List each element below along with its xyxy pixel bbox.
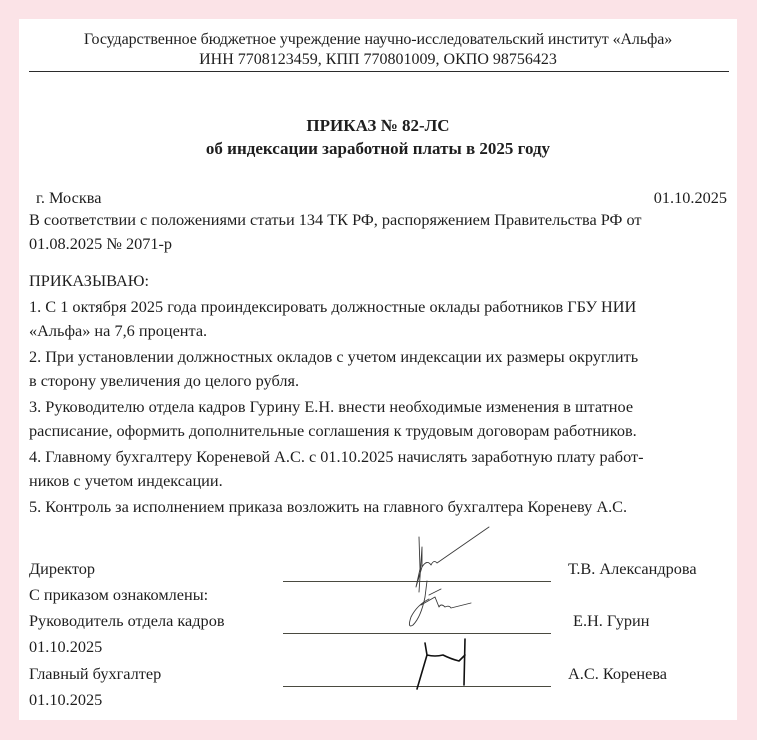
order-item-line: ников с учетом индексации.	[29, 470, 223, 490]
organization-requisites: ИНН 7708123459, КПП 770801009, ОКПО 98756423	[199, 51, 557, 68]
order-item-line: 1. С 1 октября 2025 года проиндексировать должностные оклады работников ГБУ НИИ	[29, 297, 637, 316]
order-item-3	[29, 395, 729, 442]
order-item-line: «Альфа» на 7,6 процента.	[29, 320, 208, 340]
director-name: Т.В. Александрова	[568, 559, 697, 578]
header-divider	[29, 71, 729, 72]
chief-accountant-signature-icon	[417, 639, 465, 689]
document-date: 01.10.2025	[653, 188, 727, 207]
legal-basis-line: 01.08.2025 № 2071-р	[29, 234, 173, 253]
order-item-line: 5. Контроль за исполнением приказа возложить на главного бухгалтера Кореневу А.С.	[29, 497, 628, 516]
legal-basis-line: В соответствии с положениями статьи 134 ТК РФ, распоряжением Правительства РФ от	[29, 210, 642, 229]
document-title: ПРИКАЗ № 82-ЛС	[306, 116, 450, 135]
hr-head-name: Е.Н. Гурин	[573, 611, 650, 630]
chief-accountant-label: Главный бухгалтер	[29, 664, 162, 683]
order-item-line: в сторону увеличения до целого рубля.	[29, 370, 300, 390]
document-city: г. Москва	[36, 188, 102, 207]
order-document	[19, 19, 737, 720]
handwritten-signatures	[389, 507, 509, 697]
order-item-5	[29, 495, 729, 519]
legal-basis	[29, 208, 729, 256]
hr-head-signature-icon	[409, 581, 471, 626]
hr-head-label: Руководитель отдела кадров	[29, 611, 225, 630]
chief-accountant-name: А.С. Коренева	[568, 664, 668, 683]
hr-head-date: 01.10.2025	[29, 637, 103, 656]
order-item-2	[29, 345, 729, 392]
order-items	[29, 295, 729, 522]
acquainted-label: С приказом ознакомлены:	[29, 585, 209, 604]
orders-heading: ПРИКАЗЫВАЮ:	[29, 271, 149, 290]
order-item-4	[29, 445, 729, 492]
document-subtitle: об индексации заработной платы в 2025 году	[205, 139, 551, 158]
order-item-line: 2. При установлении должностных окладов с учетом индексации их размеры округлить	[29, 347, 639, 366]
organization-name: Государственное бюджетное учреждение научно-исследовательский институт «Альфа»	[83, 31, 673, 48]
director-label: Директор	[29, 559, 96, 578]
chief-accountant-date: 01.10.2025	[29, 690, 103, 709]
order-item-line: 3. Руководителю отдела кадров Гурину Е.Н. внести необходимые изменения в штатное	[29, 397, 634, 416]
order-item-line: 4. Главному бухгалтеру Кореневой А.С. с 01.10.2025 начислять заработную плату работ-	[29, 447, 644, 466]
order-item-1	[29, 295, 729, 342]
order-item-line: расписание, оформить дополнительные соглашения к трудовым договорам работников.	[29, 420, 637, 440]
